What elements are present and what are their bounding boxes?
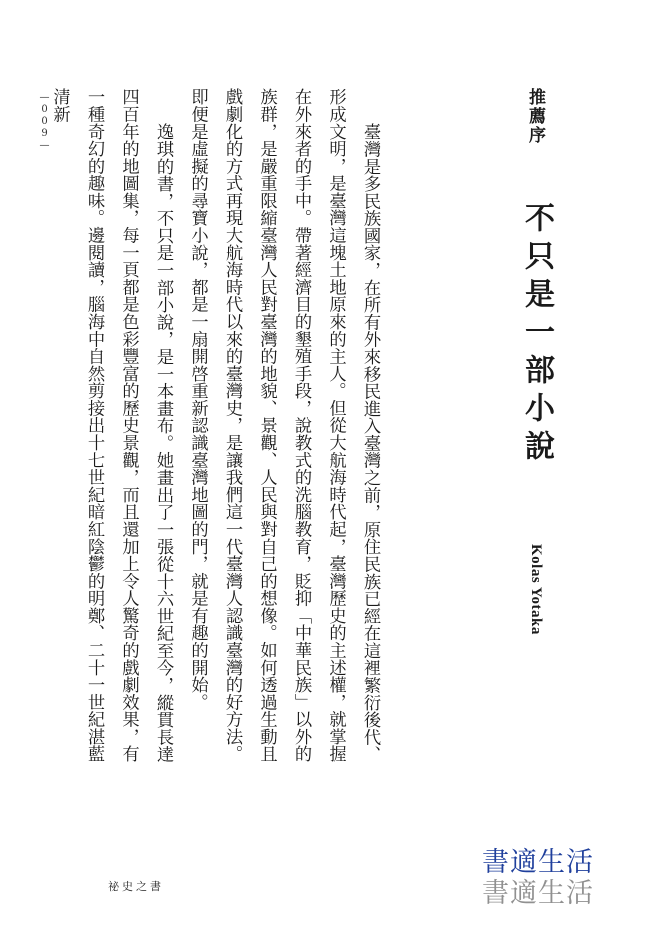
author-name: Kolas Yotaka <box>528 544 544 635</box>
chapter-title: 不只是一部小說 <box>519 202 554 468</box>
watermark-line-secondary: 書適生活 <box>482 878 594 909</box>
book-title: 祕史之書 <box>108 880 164 893</box>
watermark-logo <box>482 847 594 909</box>
watermark-line-primary: 書適生活 <box>482 847 594 878</box>
paragraph: 逸琪的書，不只是一部小說，是一本畫布。她畫出了一張從十六世紀至今，縱貫長達四百年的地圖集，每一頁都是色彩豐富的歷史景觀，而且還加上令人驚奇的戲劇效果，有一種奇幻的趣味。邊閱讀，腦海中自然剪接出十七世紀暗紅陰鬱的明鄭、二十一世紀湛藍清新 <box>49 88 173 763</box>
page-number: —009— <box>39 92 50 152</box>
preface-label: 推薦序 <box>525 88 545 145</box>
body-text <box>42 88 387 768</box>
paragraph: 臺灣是多民族國家，在所有外來移民進入臺灣之前，原住民族已經在這裡繁衍後代、形成文明，是臺灣這塊土地原來的主人。但從大航海時代起，臺灣歷史的主述權，就掌握在外來者的手中。帶著經濟目的墾殖手段，說教式的洗腦教育，貶抑「中華民族」以外的族群，是嚴重限縮臺灣人民對臺灣的地貌、景觀、人民與對自己的想像。如何透過生動且戲劇化的方式再現大航海時代以來的臺灣史，是讓我們這一代臺灣人認識臺灣的好方法。即便是虛擬的尋寶小說，都是一扇開啓重新認識臺灣地圖的門，就是有趣的開始。 <box>187 88 380 763</box>
